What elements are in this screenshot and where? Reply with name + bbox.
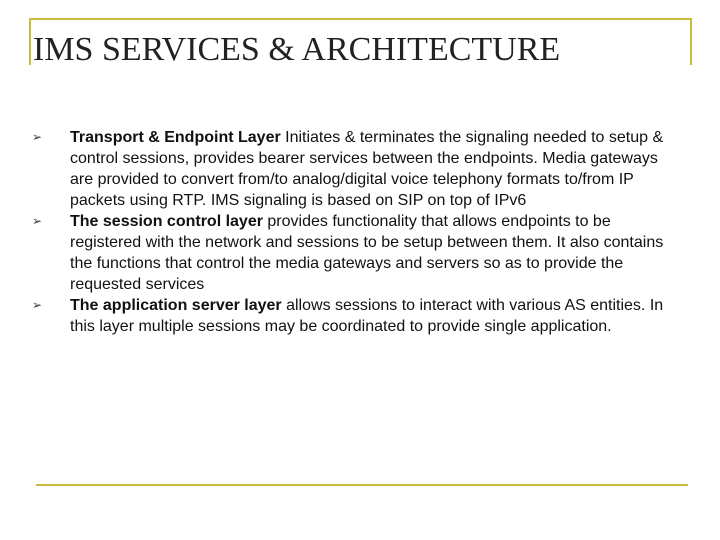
arrowhead-bullet-icon: ➢ xyxy=(32,298,43,312)
title-frame-top-rule xyxy=(29,18,692,20)
title-frame-left-rule xyxy=(29,18,31,65)
footer-rule xyxy=(36,484,688,486)
bullet-body-text: provides functionality that allows endpoints to be registered with the network and sessions to be setup between them. It also contains the functions that control the media gateways and servers so as to provide the requested services xyxy=(70,213,664,293)
bullet-list xyxy=(32,127,682,337)
slide-title: IMS SERVICES & ARCHITECTURE xyxy=(33,31,561,68)
title-frame-right-rule xyxy=(690,18,692,65)
bullet-lead-text: The application server layer xyxy=(70,297,282,314)
bullet-lead-text: The session control layer xyxy=(70,213,263,230)
bullet-item-application-server-layer xyxy=(32,295,682,337)
bullet-body-text: allows sessions to interact with various AS entities. In this layer multiple sessions may be coordinated to provide single application. xyxy=(70,297,664,335)
bullet-item-transport-endpoint-layer xyxy=(32,127,682,211)
arrowhead-bullet-icon: ➢ xyxy=(32,214,43,228)
arrowhead-bullet-icon: ➢ xyxy=(32,130,43,144)
bullet-item-session-control-layer xyxy=(32,211,682,295)
bullet-body-text: Initiates & terminates the signaling needed to setup & control sessions, provides bearer services between the endpoints. Media gateways are provided to convert from/to analog/digital voice telephony formats to/from IP packets using RTP. IMS signaling is based on SIP on top of IPv6 xyxy=(70,129,664,209)
bullet-lead-text: Transport & Endpoint Layer xyxy=(70,129,281,146)
